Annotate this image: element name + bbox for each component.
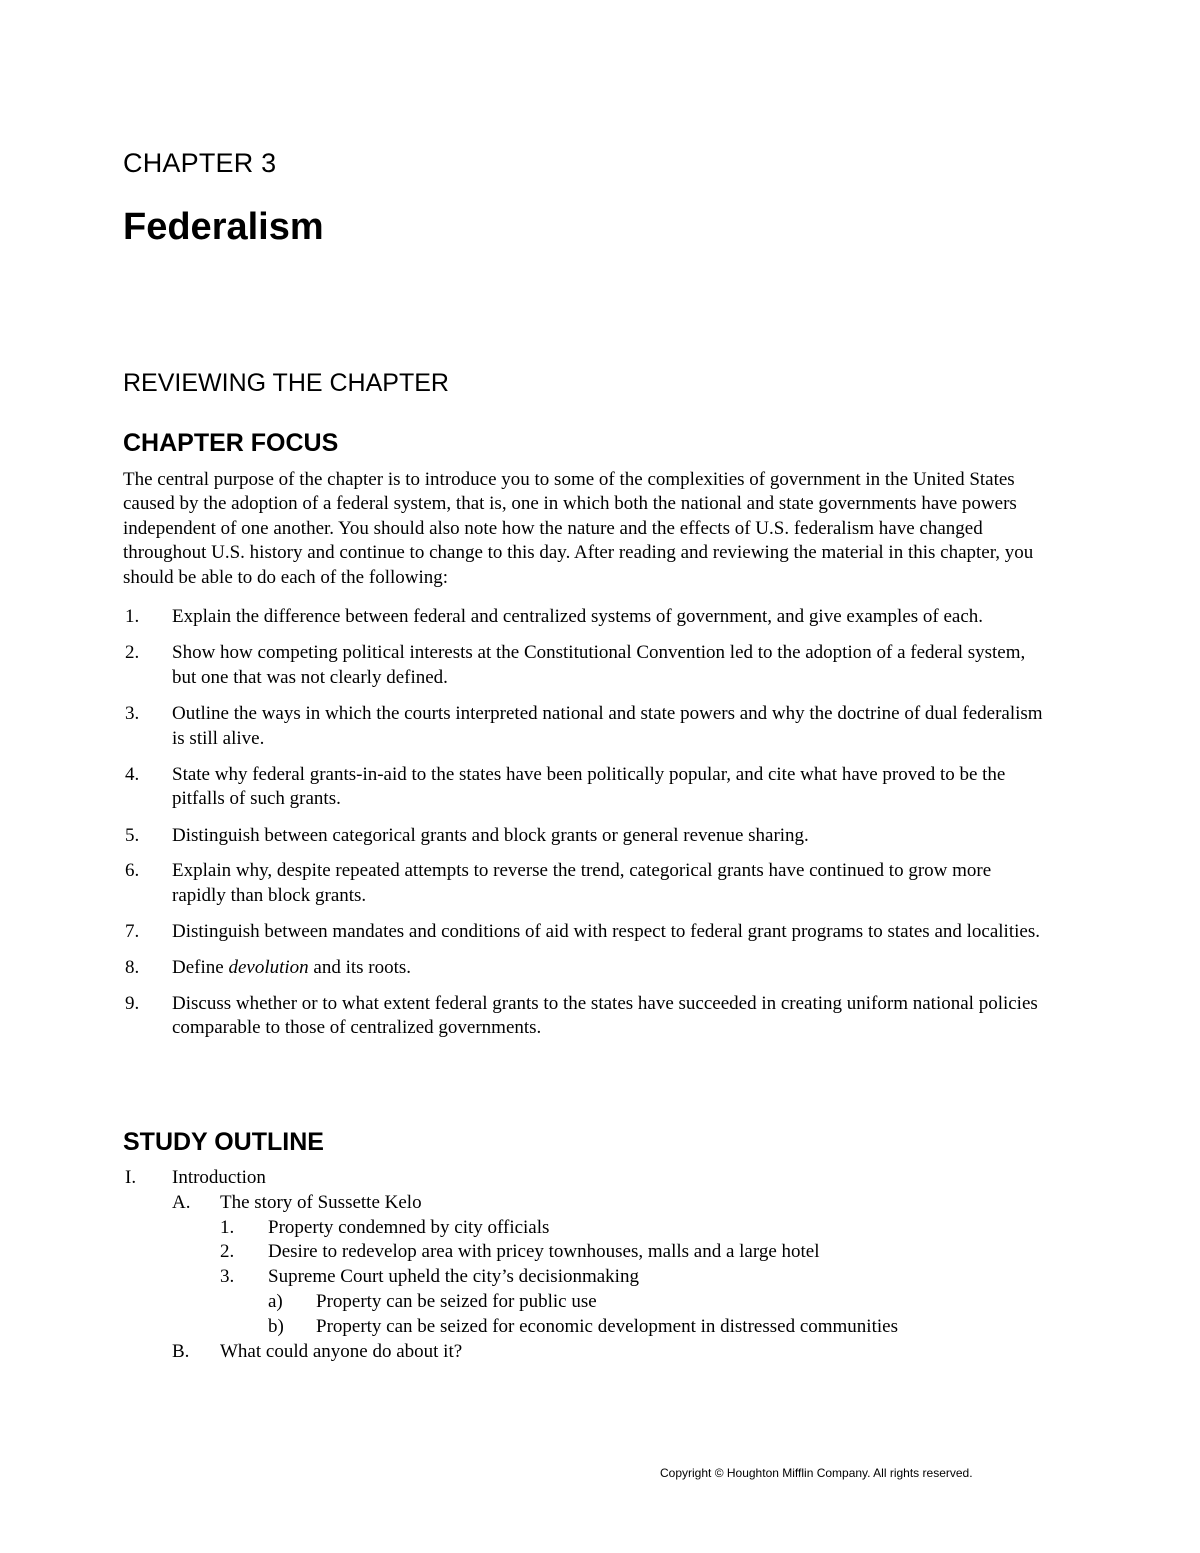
objectives-list [123, 605, 1043, 1053]
section-heading-focus: CHAPTER FOCUS [123, 429, 339, 457]
outline-text: What could anyone do about it? [220, 1340, 463, 1362]
chapter-title: Federalism [123, 206, 324, 248]
outline-item [123, 1315, 1043, 1340]
focus-paragraph: The central purpose of the chapter is to introduce you to some of the complexities of government in the United States caused by the adoption of a federal system, that is, one in which both the national and state governments have powers independent of one another. You should also note how the nature and the effects of U.S. federalism have changed throughout U.S. history and continue to change to this day. After reading and reviewing the material in this chapter, you should be able to do each of the following: [123, 469, 1034, 588]
objective-text: Show how competing political interests at the Constitutional Convention led to the adoption of a federal system, but one that was not clearly defined. [172, 642, 1026, 688]
objective-term: devolution [228, 957, 309, 979]
outline-item [123, 1191, 1043, 1216]
outline-marker: B. [172, 1340, 190, 1362]
outline-text: Introduction [172, 1167, 266, 1188]
objective-number: 8. [125, 957, 140, 979]
outline-item [123, 1216, 1043, 1241]
outline-text: Property can be seized for economic development in distressed communities [316, 1315, 898, 1337]
objective-number: 6. [125, 860, 140, 882]
outline-marker: A. [172, 1191, 191, 1213]
objective-text: Distinguish between mandates and conditions of aid with respect to federal grant programs to states and localities. [172, 921, 1040, 943]
objective-number: 9. [125, 992, 140, 1014]
objective-text-before: Define [172, 957, 229, 979]
outline-item [123, 1166, 1043, 1191]
outline-text: Desire to redevelop area with pricey townhouses, malls and a large hotel [268, 1241, 820, 1263]
outline-marker: a) [268, 1290, 283, 1312]
outline-text: Property condemned by city officials [268, 1216, 550, 1238]
objective-item [123, 824, 1043, 848]
objective-text: State why federal grants-in-aid to the states have been politically popular, and cite what have proved to be the pitfalls of such grants. [172, 764, 1006, 810]
outline-marker: b) [268, 1315, 284, 1337]
chapter-label: CHAPTER 3 [123, 148, 277, 178]
outline-marker: 1. [220, 1216, 235, 1238]
outline-text: Property can be seized for public use [316, 1290, 597, 1312]
outline-item [123, 1240, 1043, 1265]
objective-number: 1. [125, 606, 140, 627]
outline-marker: 2. [220, 1241, 235, 1263]
objective-text: Explain the difference between federal and centralized systems of government, and give examples of each. [172, 606, 984, 627]
objective-text: Discuss whether or to what extent federal grants to the states have succeeded in creating uniform national policies comparable to those of centralized governments. [172, 992, 1038, 1039]
objective-item [123, 920, 1043, 944]
objective-number: 3. [125, 703, 140, 725]
section-heading-outline: STUDY OUTLINE [123, 1128, 324, 1156]
outline-item [123, 1290, 1043, 1315]
objective-text: Distinguish between categorical grants and block grants or general revenue sharing. [172, 824, 809, 846]
objective-item [123, 956, 1043, 980]
outline-item [123, 1265, 1043, 1290]
objective-number: 4. [125, 764, 140, 786]
objective-text-after: and its roots. [308, 957, 412, 979]
objective-number: 5. [125, 824, 140, 846]
outline-marker: I. [125, 1167, 137, 1188]
objective-number: 7. [125, 921, 140, 943]
objective-item [123, 641, 1043, 690]
objective-item [123, 702, 1043, 751]
outline-text: The story of Sussette Kelo [220, 1191, 422, 1213]
objective-item [123, 605, 1043, 629]
objective-item [123, 859, 1043, 908]
objective-text: Outline the ways in which the courts interpreted national and state powers and why the doctrine of dual federalism is still alive. [172, 703, 1043, 749]
objective-item [123, 992, 1043, 1041]
objective-item [123, 763, 1043, 812]
outline-item [123, 1340, 1043, 1365]
objective-number: 2. [125, 642, 140, 664]
outline-text: Supreme Court upheld the city’s decisionmaking [268, 1266, 639, 1288]
section-heading-reviewing: REVIEWING THE CHAPTER [123, 369, 449, 397]
copyright-footer: Copyright © Houghton Mifflin Company. All rights reserved. [660, 1466, 973, 1480]
objective-text: Explain why, despite repeated attempts to reverse the trend, categorical grants have continued to grow more rapidly than block grants. [172, 860, 992, 906]
study-outline [123, 1166, 1043, 1364]
outline-marker: 3. [220, 1266, 235, 1288]
